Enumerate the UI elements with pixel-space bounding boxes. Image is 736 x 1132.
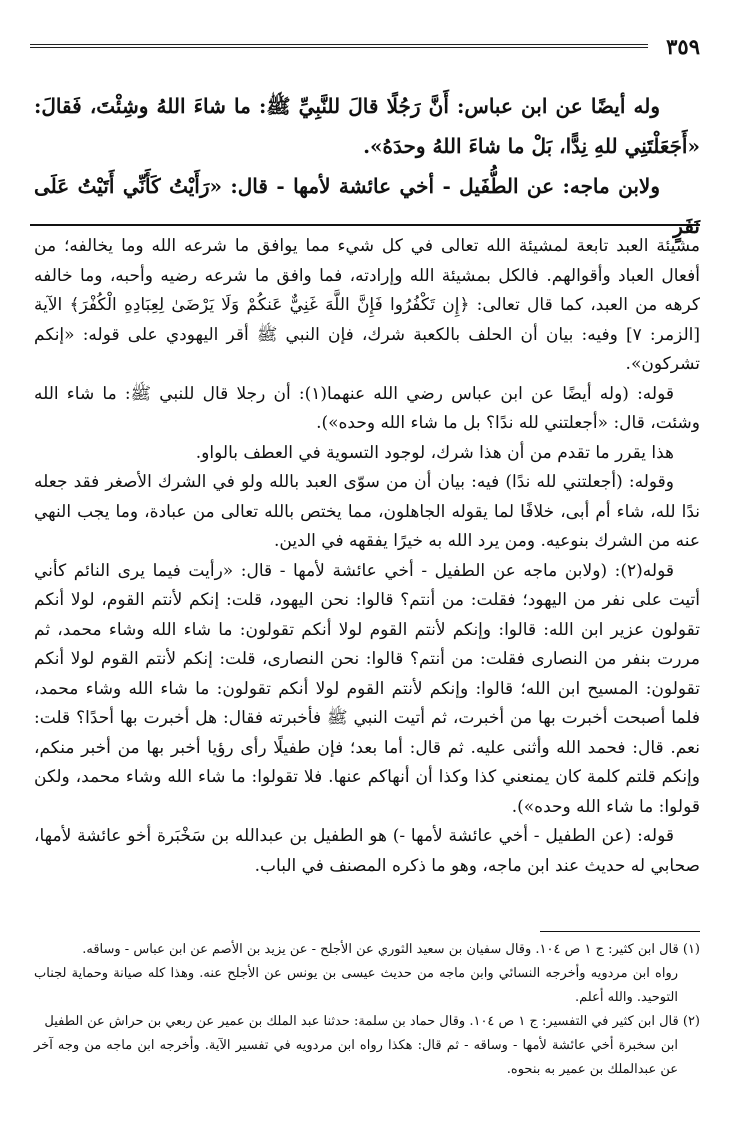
footnote: (٢) قال ابن كثير في التفسير: ج ١ ص ١٠٤. وقال حماد بن سلمة: حدثنا عبد الملك بن عمير عن ربعي بن حراش عن الطفيل: [44, 1014, 700, 1029]
matn-paragraph: ولابن ماجه: عن الطُّفَيل - أخي عائشة لأمها - قال: «رَأَيْتُ كَأَنِّي أَتَيْتُ عَلَى نَفَرٍ: [34, 174, 700, 238]
footnote-divider: [540, 931, 700, 932]
footnote-continuation: رواه ابن مردويه وأخرجه النسائي وابن ماجه من حديث عيسى بن يونس عن الأجلح عنه. وهذا كله صيانة وحماية لجناب التوحيد. والله أعلم.: [34, 966, 678, 1005]
commentary-text: [34, 232, 700, 881]
commentary-paragraph: وقوله: (أجعلتني لله ندًا) فيه: بيان أن من سوّى العبد بالله ولو في الشرك الأصغر فقد جعله ندًا لله، شاء أم أبى، خلافًا لما يقوله الجاهلون، مما يختص بالله تعالى من عبادة، وما يجب النهي عنه من الشرك بنوعيه. ومن يرد الله به خيرًا يفقهه في الدين.: [34, 472, 700, 551]
header-rule: [30, 44, 648, 48]
matn-text: [34, 86, 700, 238]
footnote-continuation: ابن سخبرة أخي عائشة لأمها - وساقه - ثم قال: هكذا رواه ابن مردويه في تفسير الآية. وأخرجه ابن ماجه من وجه آخر عن عبدالملك بن عمير به بنحوه.: [34, 1038, 678, 1077]
page-number: ٣٥٩: [666, 34, 700, 59]
matn-paragraph: وله أيضًا عن ابن عباس: أَنَّ رَجُلًا قالَ للنَّبِيِّ ﷺ: ما شاءَ اللهُ وشِئْتَ، فَقالَ: «أَجَعَلْتَنِي للهِ نِدًّا، بَلْ ما شاءَ اللهُ وحدَهُ».: [34, 94, 700, 158]
commentary-paragraph: قوله(٢): (ولابن ماجه عن الطفيل - أخي عائشة لأمها - قال: «رأيت فيما يرى النائم كأني أتيت على نفر من اليهود؛ فقلت: من أنتم؟ قالوا: نحن اليهود، قلت: إنكم لأنتم القوم، لولا أنكم تقولون عزير ابن الله: قالوا: وإنكم لأنتم القوم لولا أنكم تقولون: ما شاء الله وشاء محمد، ثم مررت بنفر من النصارى فقلت: من أنتم؟ قالوا: نحن النصارى، قلت: إنكم لأنتم القوم لولا أنكم تقولون: المسيح ابن الله؛ قالوا: وإنكم لأنتم القوم لولا أنكم تقولون: ما شاء الله وشاء محمد، فلما أصبحت أخبرت بها من أخبرت، ثم أتيت النبي ﷺ فأخبرته فقال: هل أخبرت بها أحدًا؟ قلت: نعم. قال: فحمد الله وأثنى عليه. ثم قال: أما بعد؛ فإن طفيلًا رأى رؤيا أخبر بها من أخبر منكم، وإنكم قلتم كلمة كان يمنعني كذا وكذا أن أنهاكم عنها. فلا تقولوا: ما شاء الله وشاء محمد، ولكن قولوا: ما شاء الله وحده»).: [34, 560, 700, 817]
commentary-paragraph: مشيئة العبد تابعة لمشيئة الله تعالى في كل شيء مما يوافق ما شرعه الله وما يخالفه؛ من أفعال العباد وأقوالهم. فالكل بمشيئة الله وإرادته، فما وافق ما شرعه رضيه وأحبه، وما خالفه كرهه من العبد، كما قال تعالى: ﴿إِن تَكْفُرُوا فَإِنَّ اللَّهَ غَنِيٌّ عَنكُمْ وَلَا يَرْضَىٰ لِعِبَادِهِ الْكُفْرَ﴾ الآية [الزمر: ٧] وفيه: بيان أن الحلف بالكعبة شرك، فإن النبي ﷺ أقر اليهودي على قوله: «إنكم تشركون».: [34, 236, 700, 374]
commentary-paragraph: قوله: (وله أيضًا عن ابن عباس رضي الله عنهما(١): أن رجلا قال للنبي ﷺ: ما شاء الله وشئت، قال: «أجعلتني لله ندًا؟ بل ما شاء الله وحده»).: [34, 383, 700, 433]
footnotes: [34, 938, 700, 1082]
commentary-paragraph: قوله: (عن الطفيل - أخي عائشة لأمها -) هو الطفيل بن عبدالله بن سَخْبَرة أخو عائشة لأمها، صحابي له حديث عند ابن ماجه، وهو ما ذكره المصنف في الباب.: [34, 826, 700, 876]
footnote: (١) قال ابن كثير: ج ١ ص ١٠٤. وقال سفيان بن سعيد الثوري عن الأجلح - عن يزيد بن الأصم عن ابن عباس - وساقه.: [82, 942, 700, 957]
commentary-paragraph: هذا يقرر ما تقدم من أن هذا شرك، لوجود التسوية في العطف بالواو.: [195, 442, 674, 463]
section-divider: [30, 224, 700, 226]
page-header: [30, 34, 700, 60]
